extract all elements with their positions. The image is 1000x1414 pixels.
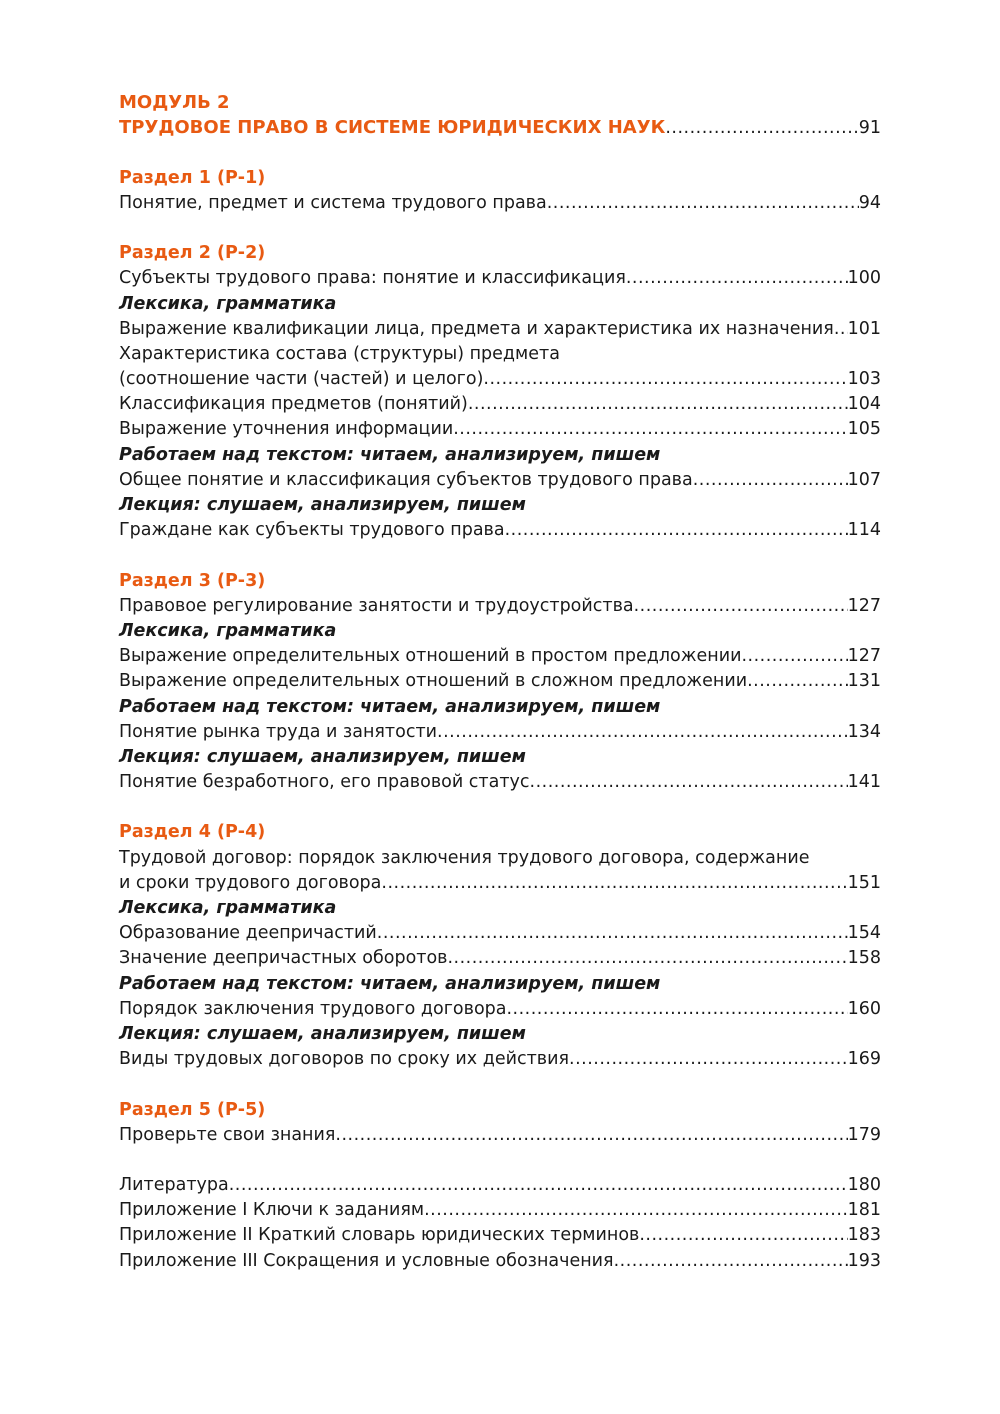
page-number: 127	[847, 646, 881, 667]
dot-leader	[693, 468, 848, 493]
section-heading-text: Раздел 2 (Р-2)	[119, 243, 266, 264]
appendix-entry[interactable]	[119, 1223, 881, 1248]
page-number: 105	[847, 419, 881, 440]
entry-title: Субъекты трудового права: понятие и классификация	[119, 268, 626, 289]
section-heading-text: Раздел 1 (Р-1)	[119, 167, 266, 188]
subsection-label	[119, 443, 881, 468]
entry-title: Граждане как субъекты трудового права	[119, 520, 505, 541]
toc-entry[interactable]	[119, 317, 881, 342]
sections-list	[119, 140, 881, 1148]
page-number: 103	[847, 369, 881, 390]
dot-leader	[437, 720, 848, 745]
entry-title: Выражение определительных отношений в простом предложении	[119, 646, 742, 667]
subsection-label-text: Работаем над текстом: читаем, анализируем, пишем	[119, 696, 661, 717]
entry-title: Правовое регулирование занятости и трудоустройства	[119, 595, 634, 616]
subsection-label-text: Лексика, грамматика	[119, 293, 337, 314]
page-number: 151	[847, 872, 881, 893]
page-number: 183	[847, 1225, 881, 1246]
entry-title: Понятие рынка труда и занятости	[119, 721, 438, 742]
toc-entry[interactable]	[119, 468, 881, 493]
entry-title: и сроки трудового договора	[119, 872, 382, 893]
spacer	[119, 543, 881, 568]
dot-leader	[447, 946, 847, 971]
page-number: 94	[858, 192, 881, 213]
section-heading	[119, 820, 881, 845]
dot-leader	[634, 594, 848, 619]
page-number: 141	[847, 772, 881, 793]
page-number: 114	[847, 520, 881, 541]
dot-leader	[468, 392, 848, 417]
section-heading	[119, 241, 881, 266]
dot-leader	[569, 1047, 848, 1072]
page-number: 181	[847, 1200, 881, 1221]
page-number: 134	[847, 721, 881, 742]
subsection-label-text: Лексика, грамматика	[119, 620, 337, 641]
page-number: 131	[847, 671, 881, 692]
subsection-label	[119, 619, 881, 644]
page-number: 101	[847, 318, 881, 339]
entry-title: Понятие, предмет и система трудового права	[119, 192, 547, 213]
dot-leader	[424, 1198, 848, 1223]
toc-entry[interactable]	[119, 367, 881, 392]
toc-entry[interactable]	[119, 921, 881, 946]
spacer	[119, 140, 881, 165]
module-label	[119, 90, 881, 115]
entry-title: Понятие безработного, его правовой статус	[119, 772, 530, 793]
subsection-label	[119, 292, 881, 317]
entry-title: Приложение II Краткий словарь юридических терминов	[119, 1225, 640, 1246]
entry-title: Выражение квалификации лица, предмета и характеристика их назначения	[119, 318, 834, 339]
section-heading	[119, 569, 881, 594]
toc-entry[interactable]	[119, 871, 881, 896]
entry-title: Значение деепричастных оборотов	[119, 948, 448, 969]
module-title-entry[interactable]	[119, 115, 881, 140]
entry-title: Общее понятие и классификация субъектов трудового права	[119, 469, 693, 490]
appendix-entry[interactable]	[119, 1198, 881, 1223]
subsection-label	[119, 896, 881, 921]
page-number: 180	[847, 1175, 881, 1196]
toc-entry[interactable]	[119, 191, 881, 216]
subsection-label	[119, 695, 881, 720]
toc-entry	[119, 846, 881, 871]
dot-leader	[747, 669, 847, 694]
page-number: 91	[858, 118, 881, 139]
module-label-text: МОДУЛЬ 2	[119, 92, 230, 113]
toc-entry[interactable]	[119, 1047, 881, 1072]
toc-entry[interactable]	[119, 644, 881, 669]
toc-entry[interactable]	[119, 518, 881, 543]
subsection-label-text: Работаем над текстом: читаем, анализируем, пишем	[119, 444, 661, 465]
entry-title: Выражение определительных отношений в сложном предложении	[119, 671, 748, 692]
entry-title: Литература	[119, 1175, 229, 1196]
entry-title: (соотношение части (частей) и целого)	[119, 369, 484, 390]
section-heading	[119, 166, 881, 191]
subsection-label-text: Лекция: слушаем, анализируем, пишем	[119, 746, 526, 767]
subsection-label-text: Лекция: слушаем, анализируем, пишем	[119, 495, 526, 515]
entry-title: Трудовой договор: порядок заключения трудового договора, содержание	[119, 847, 810, 868]
dot-leader	[229, 1173, 848, 1198]
appendix-entry[interactable]	[119, 1173, 881, 1198]
toc-entry[interactable]	[119, 1123, 881, 1148]
appendix-entry[interactable]	[119, 1249, 881, 1274]
dot-leader	[377, 921, 848, 946]
page-number: 158	[847, 948, 881, 969]
page-number: 193	[847, 1250, 881, 1271]
subsection-label	[119, 745, 881, 770]
entry-title: Выражение уточнения информации	[119, 419, 454, 440]
subsection-label	[119, 493, 881, 518]
dot-leader	[483, 367, 847, 392]
subsection-label-text: Лексика, грамматика	[119, 898, 337, 918]
section-heading-text: Раздел 3 (Р-3)	[119, 570, 266, 591]
entry-title: Виды трудовых договоров по сроку их действия	[119, 1049, 569, 1070]
section-heading-text: Раздел 4 (Р-4)	[119, 822, 266, 843]
subsection-label-text: Работаем над текстом: читаем, анализируем, пишем	[119, 973, 661, 994]
toc-entry[interactable]	[119, 669, 881, 694]
dot-leader	[381, 871, 847, 896]
entry-title: Проверьте свои знания	[119, 1124, 336, 1145]
spacer	[119, 1072, 881, 1097]
subsection-label	[119, 972, 881, 997]
toc-entry[interactable]	[119, 594, 881, 619]
entry-title: Порядок заключения трудового договора	[119, 998, 507, 1019]
dot-leader	[614, 1249, 848, 1274]
dot-leader	[665, 116, 858, 141]
dot-leader	[453, 417, 847, 442]
toc-entry[interactable]	[119, 946, 881, 971]
toc-entry[interactable]	[119, 770, 881, 795]
entry-title: Образование деепричастий	[119, 923, 377, 944]
dot-leader	[505, 518, 848, 543]
toc-entry[interactable]	[119, 266, 881, 291]
table-of-contents	[119, 90, 881, 1274]
dot-leader	[547, 191, 859, 216]
spacer	[119, 216, 881, 241]
subsection-label-text: Лекция: слушаем, анализируем, пишем	[119, 1023, 526, 1044]
toc-entry	[119, 342, 881, 367]
page-number: 104	[847, 394, 881, 415]
dot-leader	[639, 1223, 847, 1248]
subsection-label	[119, 1022, 881, 1047]
module-title: ТРУДОВОЕ ПРАВО В СИСТЕМЕ ЮРИДИЧЕСКИХ НАУК	[119, 117, 666, 139]
spacer	[119, 795, 881, 820]
toc-entry[interactable]	[119, 392, 881, 417]
page-number: 179	[847, 1124, 881, 1145]
toc-entry[interactable]	[119, 417, 881, 442]
spacer	[119, 1148, 881, 1173]
toc-entry[interactable]	[119, 997, 881, 1022]
dot-leader	[626, 266, 848, 291]
dot-leader	[530, 770, 848, 795]
entry-title: Классификация предметов (понятий)	[119, 394, 468, 415]
dot-leader	[741, 644, 847, 669]
page-number: 100	[847, 268, 881, 289]
page-number: 160	[847, 998, 881, 1019]
dot-leader	[335, 1123, 847, 1148]
toc-entry[interactable]	[119, 720, 881, 745]
entry-title: Характеристика состава (структуры) предмета	[119, 343, 560, 364]
dot-leader	[834, 317, 848, 342]
section-heading-text: Раздел 5 (Р-5)	[119, 1099, 266, 1120]
entry-title: Приложение III Сокращения и условные обозначения	[119, 1250, 614, 1271]
entry-title: Приложение I Ключи к заданиям	[119, 1200, 425, 1221]
page-number: 127	[847, 595, 881, 616]
page-number: 154	[847, 923, 881, 944]
dot-leader	[506, 997, 847, 1022]
page-number: 107	[847, 469, 881, 490]
page-number: 169	[847, 1049, 881, 1070]
appendix-list	[119, 1173, 881, 1274]
section-heading	[119, 1098, 881, 1123]
